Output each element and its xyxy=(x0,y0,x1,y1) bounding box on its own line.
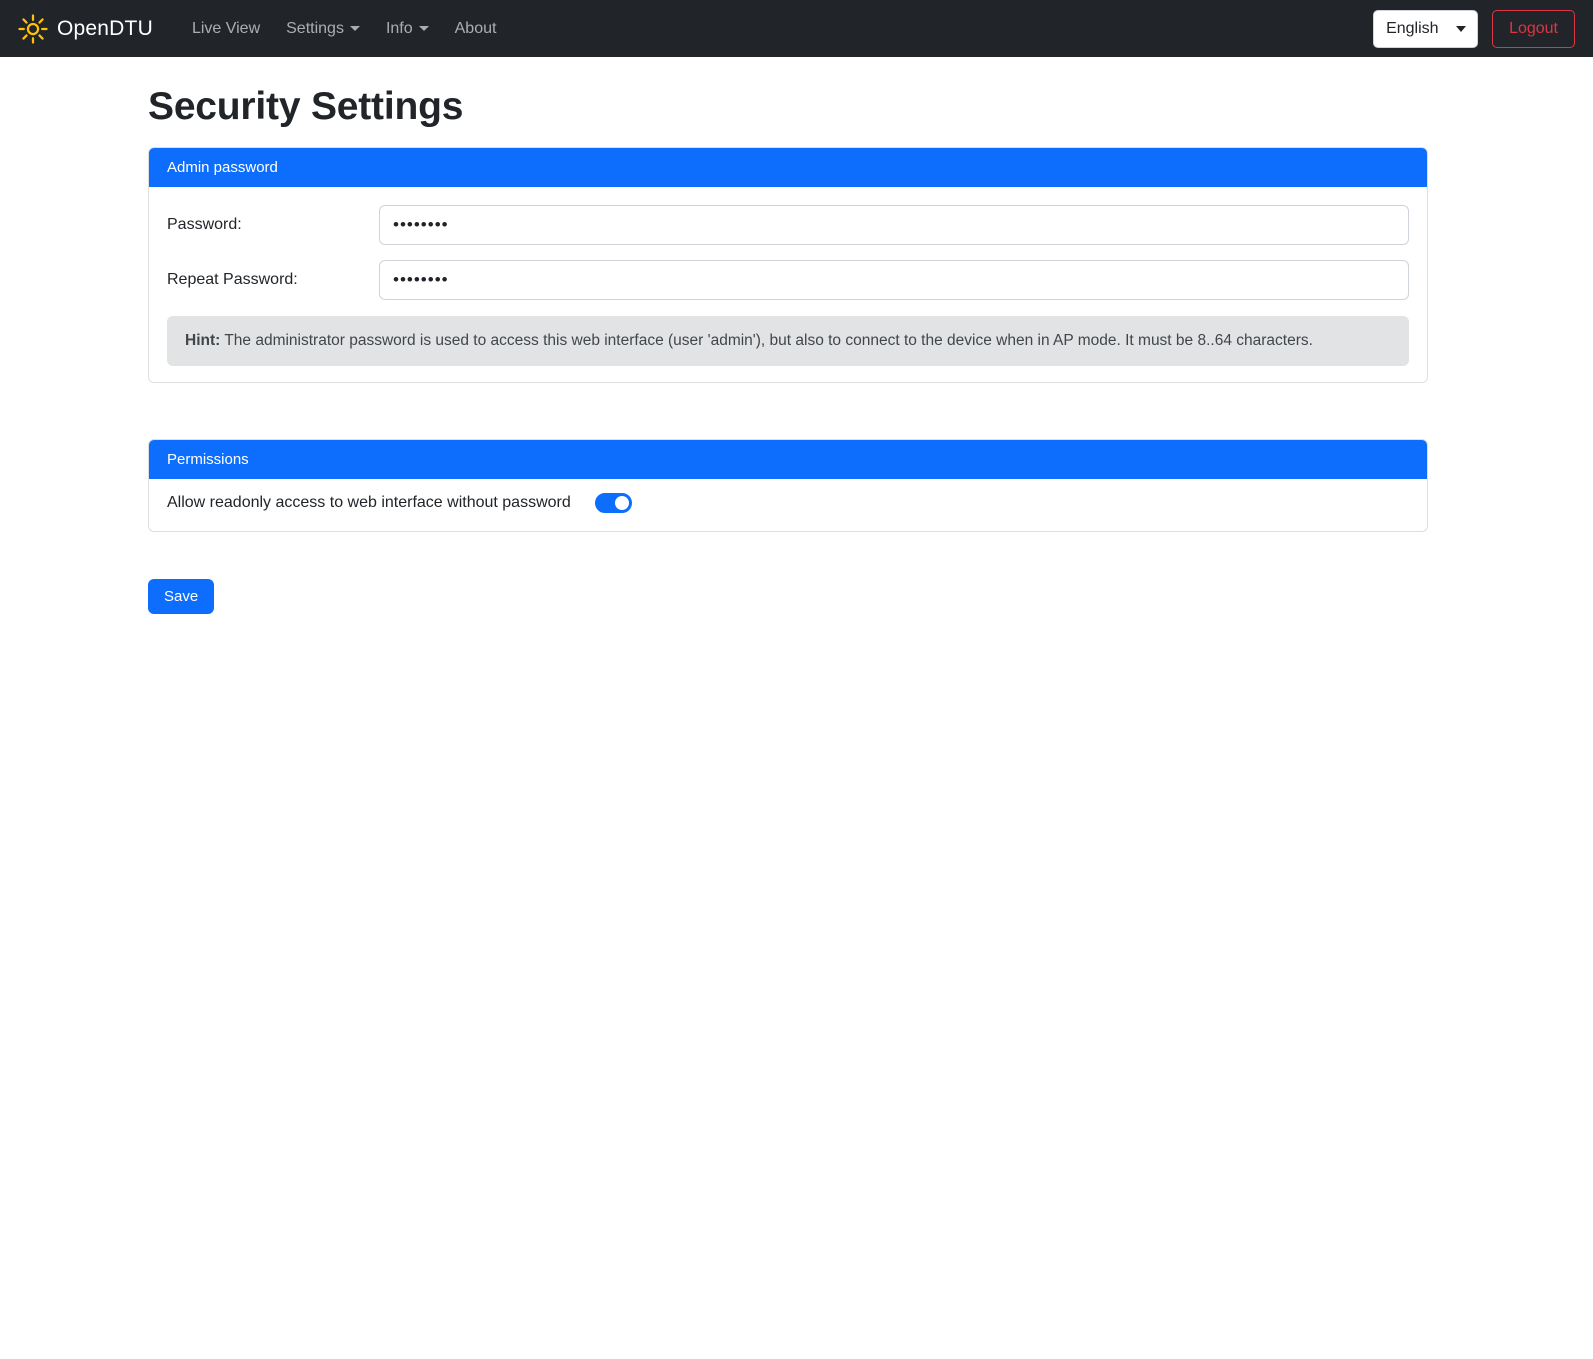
password-input[interactable] xyxy=(379,205,1409,245)
content-container xyxy=(148,147,1428,614)
nav-info-label: Info xyxy=(385,19,413,37)
navbar-right-group xyxy=(1373,0,1575,57)
password-hint xyxy=(167,316,1409,366)
nav-links xyxy=(179,12,510,46)
language-select[interactable] xyxy=(1373,10,1478,48)
nav-live-view[interactable] xyxy=(179,12,273,46)
sun-icon xyxy=(18,14,48,44)
nav-info[interactable] xyxy=(373,12,442,46)
permissions-card xyxy=(148,439,1428,532)
repeat-password-input[interactable] xyxy=(379,260,1409,300)
admin-password-card xyxy=(148,147,1428,383)
readonly-access-row xyxy=(149,479,1427,531)
nav-settings[interactable] xyxy=(273,12,373,46)
admin-password-card-header: Admin password xyxy=(149,148,1427,187)
language-select-wrapper xyxy=(1373,10,1478,48)
brand-link[interactable] xyxy=(18,14,153,44)
page-content xyxy=(0,85,1593,654)
hint-text: The administrator password is used to access this web interface (user 'admin'), but also to connect to the device when in AP mode. It must be 8..64 characters. xyxy=(220,332,1313,349)
nav-about[interactable] xyxy=(442,12,510,46)
toggle-knob xyxy=(615,496,629,510)
save-button[interactable]: Save xyxy=(148,579,214,614)
readonly-access-toggle[interactable] xyxy=(595,493,632,513)
logout-button[interactable]: Logout xyxy=(1492,10,1575,48)
password-label: Password: xyxy=(167,216,242,233)
nav-settings-label: Settings xyxy=(286,19,344,37)
readonly-access-label: Allow readonly access to web interface without password xyxy=(167,494,571,511)
nav-live-view-label: Live View xyxy=(191,19,261,37)
hint-label: Hint: xyxy=(185,332,221,349)
page-title: Security Settings xyxy=(148,85,464,128)
password-row xyxy=(167,205,1409,245)
chevron-down-icon xyxy=(350,26,360,31)
permissions-card-header: Permissions xyxy=(149,440,1427,479)
brand-title: OpenDTU xyxy=(57,16,153,40)
repeat-password-row xyxy=(167,260,1409,300)
admin-password-card-body xyxy=(149,187,1427,382)
repeat-password-label: Repeat Password: xyxy=(167,271,298,288)
nav-about-label: About xyxy=(454,19,497,37)
chevron-down-icon xyxy=(419,26,429,31)
top-navbar xyxy=(0,0,1593,57)
